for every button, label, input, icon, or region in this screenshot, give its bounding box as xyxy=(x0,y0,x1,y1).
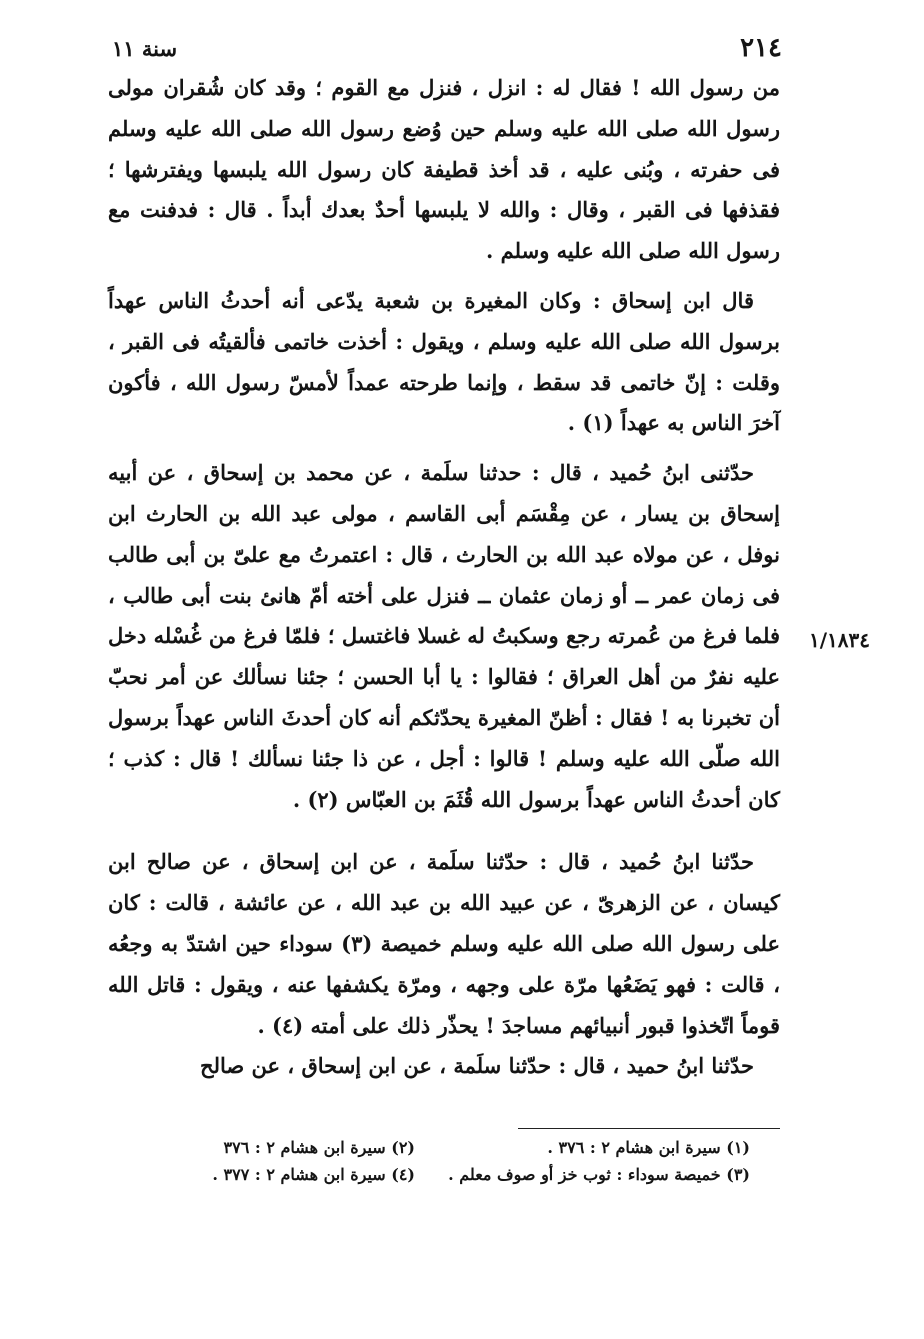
main-text xyxy=(108,68,780,1087)
page-number: ٢١٤ xyxy=(740,33,782,63)
footnote-4: (٤) سيرة ابن هشام ٢ : ٣٧٧ . xyxy=(212,1165,415,1184)
paragraph-5: حدّثنا ابنُ حميد ، قال : حدّثنا سلَمة ، عن ابن إسحاق ، عن صالح xyxy=(200,1053,754,1079)
year-label: سنة ١١ xyxy=(112,35,178,61)
footnote-1: (١) سيرة ابن هشام ٢ : ٣٧٦ . xyxy=(547,1138,750,1157)
footnotes xyxy=(140,1134,750,1188)
paragraph-3: حدّثنى ابنُ حُميد ، قال : حدثنا سلَمة ، عن محمد بن إسحاق ، عن أبيه إسحاق بن يسار ، عن مِقْسَم أبى القاسم ، مولى عبد الله بن الحارث ابن نوفل ، عن مولاه عبد الله بن الحارث ، قال : اعتمرتُ مع علىّ بن أبى طالب فى زمان عمر ــ أو زمان عثمان ــ فنزل على أخته أمّ هانئ بنت أبى طالب ، فلما فرغ من عُمرته رجع وسكبتُ له غسلا فاغتسل ؛ فلمّا فرغ من غُسْله دخل عليه نفرٌ من أهل العراق ؛ فقالوا : يا أبا الحسن ؛ جئنا نسألك عن أمر نحبّ أن تخبرنا به ! فقال : أظنّ المغيرة يحدّثكم أنه كان أحدثَ الناس عهداً برسول الله صلّى الله عليه وسلم ! قالوا : أجل ، عن ذا جئنا نسألك ! قال : كذب ؛ كان أحدثُ الناس عهداً برسول الله قُثَمَ بن العبّاس (٢) . xyxy=(108,460,780,812)
footnote-row xyxy=(140,1161,750,1188)
footnote-3: (٣) خميصة سوداء : ثوب خز أو صوف معلم . xyxy=(448,1165,750,1184)
margin-reference: ١/١٨٣٤ xyxy=(808,628,870,652)
paragraph-4: حدّثنا ابنُ حُميد ، قال : حدّثنا سلَمة ، عن ابن إسحاق ، عن صالح ابن كيسان ، عن الزهرىّ ، عن عبيد الله بن عبد الله ، عن عائشة ، قالت : كان على رسول الله صلى الله عليه وسلم خميصة (٣) سوداء حين اشتدّ به وجعُه ، قالت : فهو يَضَعُها مرّة على وجهه ، ومرّة يكشفها عنه ، ويقول : قاتل الله قوماً اتّخذوا قبور أنبيائهم مساجدَ ! يحذّر ذلك على أمته (٤) . xyxy=(108,849,780,1038)
paragraph-1: من رسول الله ! فقال له : انزل ، فنزل مع القوم ؛ وقد كان شُقران مولى رسول الله صلى الله عليه وسلم حين وُضع رسول الله صلى الله عليه وسلم فى حفرته ، وبُنى عليه ، قد أخذ قطيفة كان رسول الله يلبسها ويفترشها ؛ فقذفها فى القبر ، وقال : والله لا يلبسها أحدٌ بعدك أبداً . قال : فدفنت مع رسول الله صلى الله عليه وسلم . xyxy=(108,75,780,264)
paragraph-2: قال ابن إسحاق : وكان المغيرة بن شعبة يدّعى أنه أحدثُ الناس عهداً برسول الله صلى الله عليه وسلم ، ويقول : أخذت خاتمى فألقيتُه فى القبر ، وقلت : إنّ خاتمى قد سقط ، وإنما طرحته عمداً لأمسّ رسول الله ، فأكون آخرَ الناس به عهداً (١) . xyxy=(108,287,780,436)
footnote-row xyxy=(140,1134,750,1161)
page-header xyxy=(112,28,782,68)
footnote-2: (٢) سيرة ابن هشام ٢ : ٣٧٦ xyxy=(223,1138,415,1157)
footnote-divider xyxy=(518,1128,780,1129)
